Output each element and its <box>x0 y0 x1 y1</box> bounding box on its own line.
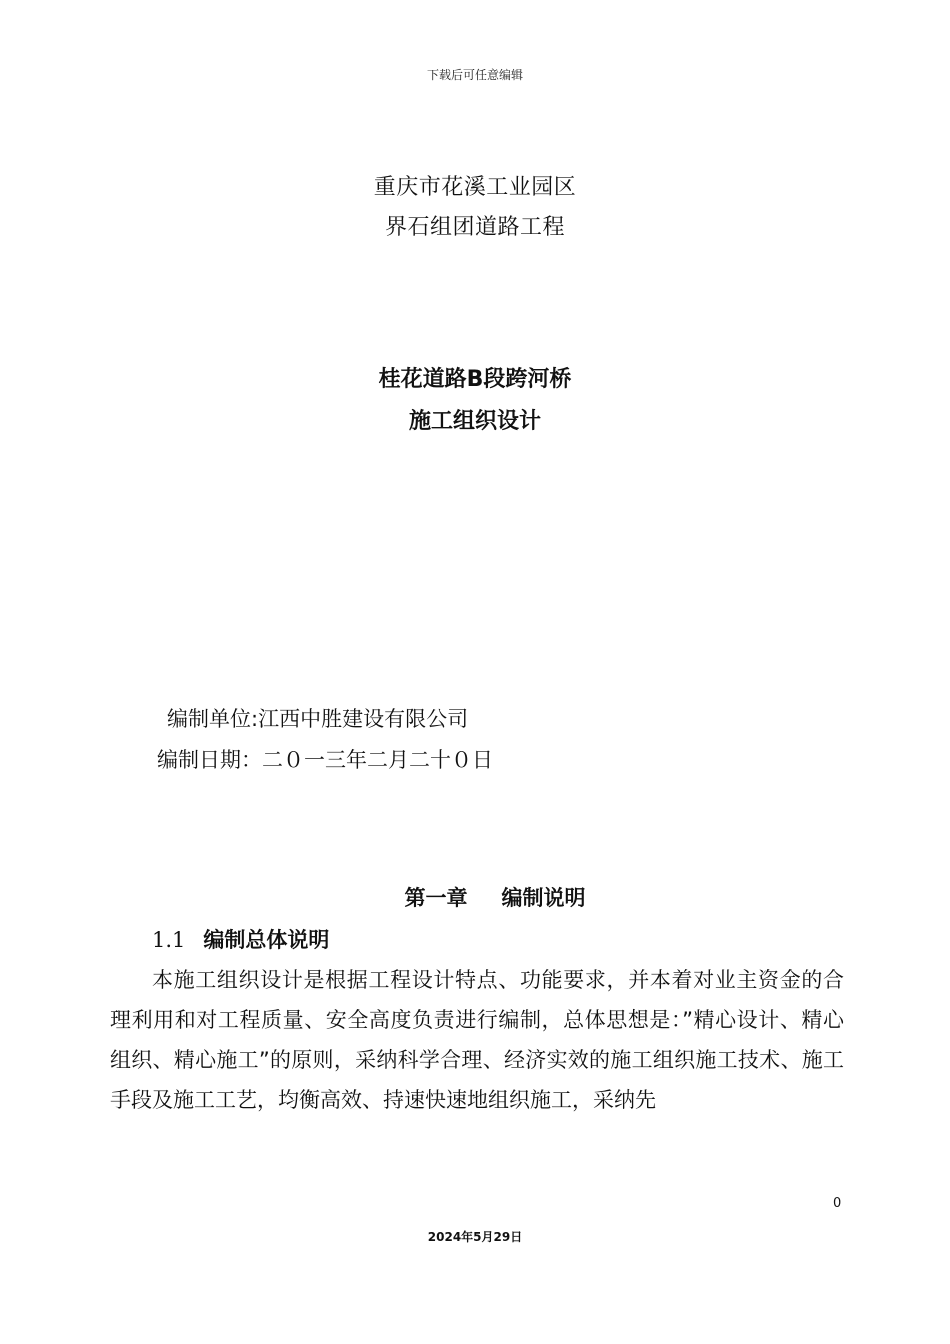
project-title-line-1: 重庆市花溪工业园区 <box>373 175 577 200</box>
section-title: 编制总体说明 <box>203 928 330 952</box>
document-subtitle-line-2: 施工组织设计 <box>408 409 541 434</box>
chapter-title: 编制说明 <box>501 886 586 910</box>
page-number: 0 <box>833 1196 842 1211</box>
section-number: 1.1 <box>152 928 186 952</box>
document-subtitle-line-1: 桂花道路B段跨河桥 <box>378 367 572 392</box>
compiling-date: 编制日期：二０一三年二月二十０日 <box>157 748 493 772</box>
chapter-number: 第一章 <box>404 886 468 910</box>
compiling-unit: 编制单位:江西中胜建设有限公司 <box>167 707 469 731</box>
footer-date: 2024年5月29日 <box>427 1230 523 1244</box>
body-paragraph: 本施工组织设计是根据工程设计特点、功能要求，并本着对业主资金的合理利用和对工程质量、安全高度负责进行编制，总体思想是：”精心设计、精心组织、精心施工”的原则，采纳科学合理、经济实效的施工组织施工技术、施工手段及施工工艺，均衡高效、持速快速地组织施工，采纳先 <box>110 968 844 1112</box>
section-heading <box>152 924 329 954</box>
body-text <box>110 960 844 1120</box>
project-title-line-2: 界石组团道路工程 <box>384 215 565 240</box>
header-note: 下载后可任意编辑 <box>426 68 523 82</box>
chapter-heading <box>0 882 950 912</box>
